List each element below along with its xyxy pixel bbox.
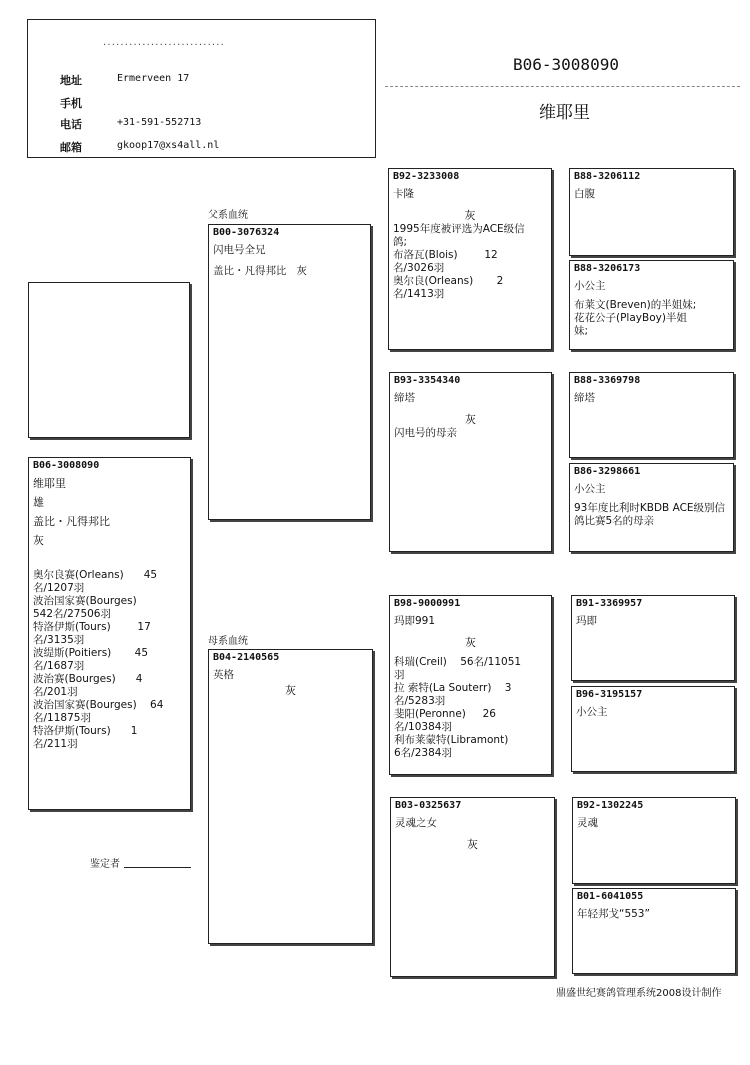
sd-ring: B93-3354340 <box>394 375 461 386</box>
dam-card <box>208 649 373 944</box>
subject-card-name: 维耶里 <box>33 477 66 490</box>
ss-line: 1995年度被评选为ACE级信 <box>393 223 525 235</box>
dd-ring: B03-0325637 <box>395 800 462 811</box>
subject-ring-title: B06-3008090 <box>513 55 619 74</box>
sire-card <box>208 224 371 520</box>
ssd-line: 花花公子(PlayBoy)半姐 <box>574 312 687 324</box>
dss-name: 玛即 <box>576 615 597 627</box>
sdd-name: 小公主 <box>574 483 606 495</box>
address-value: Ermerveen 17 <box>117 73 190 84</box>
sds-ring: B88-3369798 <box>574 375 641 386</box>
email-value: gkoop17@xs4all.nl <box>117 140 220 151</box>
sire-ring: B00-3076324 <box>213 227 280 238</box>
dd-color: 灰 <box>467 838 478 851</box>
dam-color: 灰 <box>285 684 296 697</box>
dd-card <box>390 797 555 977</box>
dds-card <box>572 797 736 884</box>
ds-line: 斐阳(Peronne) 26 <box>394 708 496 720</box>
sd-name: 缔塔 <box>394 392 415 404</box>
sdd-card <box>569 463 734 552</box>
email-label: 邮箱 <box>60 141 82 154</box>
ss-name: 卡隆 <box>393 188 414 200</box>
result-line: 名/211羽 <box>33 738 78 750</box>
result-line: 名/3135羽 <box>33 634 85 646</box>
mobile-label: 手机 <box>60 97 82 110</box>
subject-card <box>28 457 191 810</box>
ds-ring: B98-9000991 <box>394 598 461 609</box>
ss-ring: B92-3233008 <box>393 171 460 182</box>
title-divider <box>385 86 740 87</box>
result-line: 特洛伊斯(Tours) 17 <box>33 621 151 633</box>
sire-line-label: 父系血统 <box>208 210 248 221</box>
ds-line: 拉 索特(La Souterr) 3 <box>394 682 512 694</box>
ds-color: 灰 <box>465 636 476 649</box>
header-dotted-line: . . . . . . . . . . . . . . . . . . . . . . . . . . . . <box>103 37 223 48</box>
dam-ring: B04-2140565 <box>213 652 280 663</box>
photo-box <box>28 282 190 438</box>
address-label: 地址 <box>60 74 82 87</box>
signature-label: 鉴定者 <box>90 859 120 870</box>
sds-card <box>569 372 734 458</box>
dds-ring: B92-1302245 <box>577 800 644 811</box>
sdd-ring: B86-3298661 <box>574 466 641 477</box>
ss-line: 奥尔良(Orleans) 2 <box>393 275 504 287</box>
dsd-card <box>571 686 735 772</box>
result-line: 波缇斯(Poitiers) 45 <box>33 647 148 659</box>
result-line: 波治国家赛(Bourges) <box>33 595 137 607</box>
contact-box <box>27 19 376 158</box>
ds-name: 玛即991 <box>394 615 436 627</box>
ddd-name: 年轻邦戈“553” <box>577 908 650 920</box>
result-line: 波治国家赛(Bourges) 64 <box>33 699 164 711</box>
sire-owner: 盖比・凡得邦比 <box>213 265 287 277</box>
ds-line: 科瑞(Creil) 56名/11051 <box>394 656 522 668</box>
ds-line: 名/10384羽 <box>394 721 452 733</box>
sdd-line: 鸽比赛5名的母亲 <box>574 515 655 527</box>
ssd-card <box>569 260 734 350</box>
result-line: 奥尔良赛(Orleans) 45 <box>33 569 158 581</box>
result-line: 特洛伊斯(Tours) 1 <box>33 725 138 737</box>
result-line: 波治赛(Bourges) 4 <box>33 673 143 685</box>
ss-line: 名/3026羽 <box>393 262 445 274</box>
result-line: 名/11875羽 <box>33 712 91 724</box>
ssd-line: 妹; <box>574 325 589 337</box>
sss-ring: B88-3206112 <box>574 171 641 182</box>
dss-ring: B91-3369957 <box>576 598 643 609</box>
sd-color: 灰 <box>465 413 476 426</box>
result-line: 名/1207羽 <box>33 582 85 594</box>
result-line: 名/201羽 <box>33 686 78 698</box>
ddd-card <box>572 888 736 974</box>
ss-line: 布洛瓦(Blois) 12 <box>393 249 498 261</box>
dam-name: 英格 <box>213 669 234 681</box>
dss-card <box>571 595 735 681</box>
signature-line <box>124 867 191 868</box>
ddd-ring: B01-6041055 <box>577 891 644 902</box>
subject-card-ring: B06-3008090 <box>33 460 100 471</box>
result-line: 542名/27506羽 <box>33 608 111 620</box>
dam-line-label: 母系血统 <box>208 636 248 647</box>
subject-name-title: 维耶里 <box>539 103 590 123</box>
sd-line: 闪电号的母亲 <box>394 427 457 439</box>
dd-name: 灵魂之女 <box>395 817 437 829</box>
result-line: 名/1687羽 <box>33 660 85 672</box>
ds-line: 羽 <box>394 669 405 681</box>
ds-card <box>389 595 552 775</box>
dds-name: 灵魂 <box>577 817 598 829</box>
footer-credit: 鼎盛世纪赛鸽管理系统2008设计制作 <box>556 988 722 999</box>
ds-line: 6名/2384羽 <box>394 747 452 759</box>
dsd-ring: B96-3195157 <box>576 689 643 700</box>
phone-value: +31-591-552713 <box>117 117 202 128</box>
sss-name: 白腹 <box>574 188 595 200</box>
ss-line: 名/1413羽 <box>393 288 445 300</box>
ssd-line: 布莱文(Breven)的半姐妹; <box>574 299 697 311</box>
sds-name: 缔塔 <box>574 392 595 404</box>
sire-owner-row <box>209 263 370 278</box>
sire-name: 闪电号全兄 <box>213 244 266 256</box>
ssd-ring: B88-3206173 <box>574 263 641 274</box>
ss-color: 灰 <box>464 209 476 222</box>
sss-card <box>569 168 734 256</box>
sdd-line: 93年度比利时KBDB ACE级别信 <box>574 502 726 514</box>
sd-card <box>389 372 552 552</box>
phone-label: 电话 <box>60 118 82 131</box>
subject-card-color: 灰 <box>33 534 44 547</box>
ssd-name: 小公主 <box>574 280 606 292</box>
dsd-name: 小公主 <box>576 706 608 718</box>
sire-color: 灰 <box>296 265 307 277</box>
subject-card-owner: 盖比・凡得邦比 <box>33 515 110 528</box>
ds-line: 利布莱蒙特(Libramont) <box>394 734 509 746</box>
ss-line: 鸽; <box>393 236 408 248</box>
subject-card-sex: 雄 <box>33 496 44 509</box>
ds-line: 名/5283羽 <box>394 695 446 707</box>
ss-card <box>388 168 552 350</box>
subject-card-results <box>29 569 190 751</box>
